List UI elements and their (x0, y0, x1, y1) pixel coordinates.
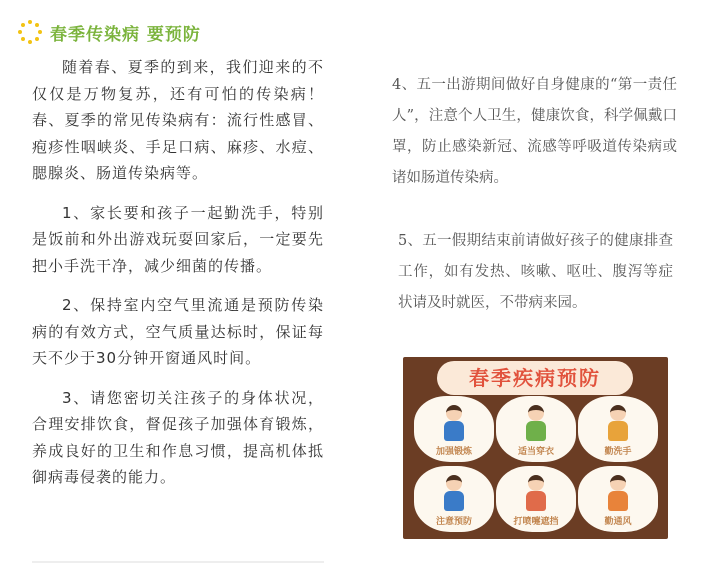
poster-tile (499, 399, 573, 459)
tip-paragraph-4: 4、五一出游期间做好自身健康的“第一责任人”，注意个人卫生，健康饮食，科学佩戴口罩，防止感染新冠、流感等呼吸道传染病或诸如肠道传染病。 (392, 77, 677, 186)
right-column-tip-4 (392, 70, 677, 194)
tip-paragraph-2: 2、保持室内空气里流通是预防传染病的有效方式，空气质量达标时，保证每天不少于30分钟开窗通风时间。 (32, 296, 324, 367)
child-illustration-icon (441, 475, 467, 515)
poster-tile-caption: 适当穿衣 (517, 447, 554, 457)
intro-paragraph: 随着春、夏季的到来，我们迎来的不仅仅是万物复苏，还有可怕的传染病！春、夏季的常见传染病有：流行性感冒、疱疹性咽峡炎、手足口病、麻疹、水痘、腮腺炎、肠道传染病等。 (32, 58, 324, 182)
poster-tile (581, 399, 655, 459)
poster-tile-caption: 注意预防 (435, 517, 472, 527)
tip-paragraph-5: 5、五一假期结束前请做好孩子的健康排查工作，如有发热、咳嗽、呕吐、腹泻等症状请及时就医，不带病来园。 (398, 233, 673, 311)
dots-circle-icon (18, 20, 42, 44)
tip-paragraph-3: 3、请您密切关注孩子的身体状况，合理安排饮食，督促孩子加强体育锻炼，养成良好的卫生和作息习惯，提高机体抵御病毒侵袭的能力。 (32, 388, 324, 486)
child-illustration-icon (605, 405, 631, 445)
poster-title: 春季疾病预防 (437, 361, 633, 395)
divider (32, 561, 324, 563)
poster-tile (417, 469, 491, 529)
poster-tile-caption: 勤洗手 (604, 447, 632, 457)
child-illustration-icon (441, 405, 467, 445)
poster-tile-caption: 勤通风 (604, 517, 632, 527)
child-illustration-icon (523, 475, 549, 515)
poster-tile-caption: 打喷嚏遮挡 (513, 517, 559, 527)
poster-tile-caption: 加强锻炼 (435, 447, 472, 457)
right-column-tip-5 (398, 226, 673, 319)
child-illustration-icon (523, 405, 549, 445)
tip-paragraph-1: 1、家长要和孩子一起勤洗手，特别是饭前和外出游戏玩耍回家后，一定要先把小手洗干净，减少细菌的传播。 (32, 203, 324, 275)
left-column (32, 54, 324, 504)
section-header (18, 18, 201, 46)
prevention-poster (403, 357, 668, 539)
poster-tile (417, 399, 491, 459)
child-illustration-icon (605, 475, 631, 515)
section-title: 春季传染病 要预防 (50, 24, 201, 45)
poster-tile (499, 469, 573, 529)
poster-tile (581, 469, 655, 529)
